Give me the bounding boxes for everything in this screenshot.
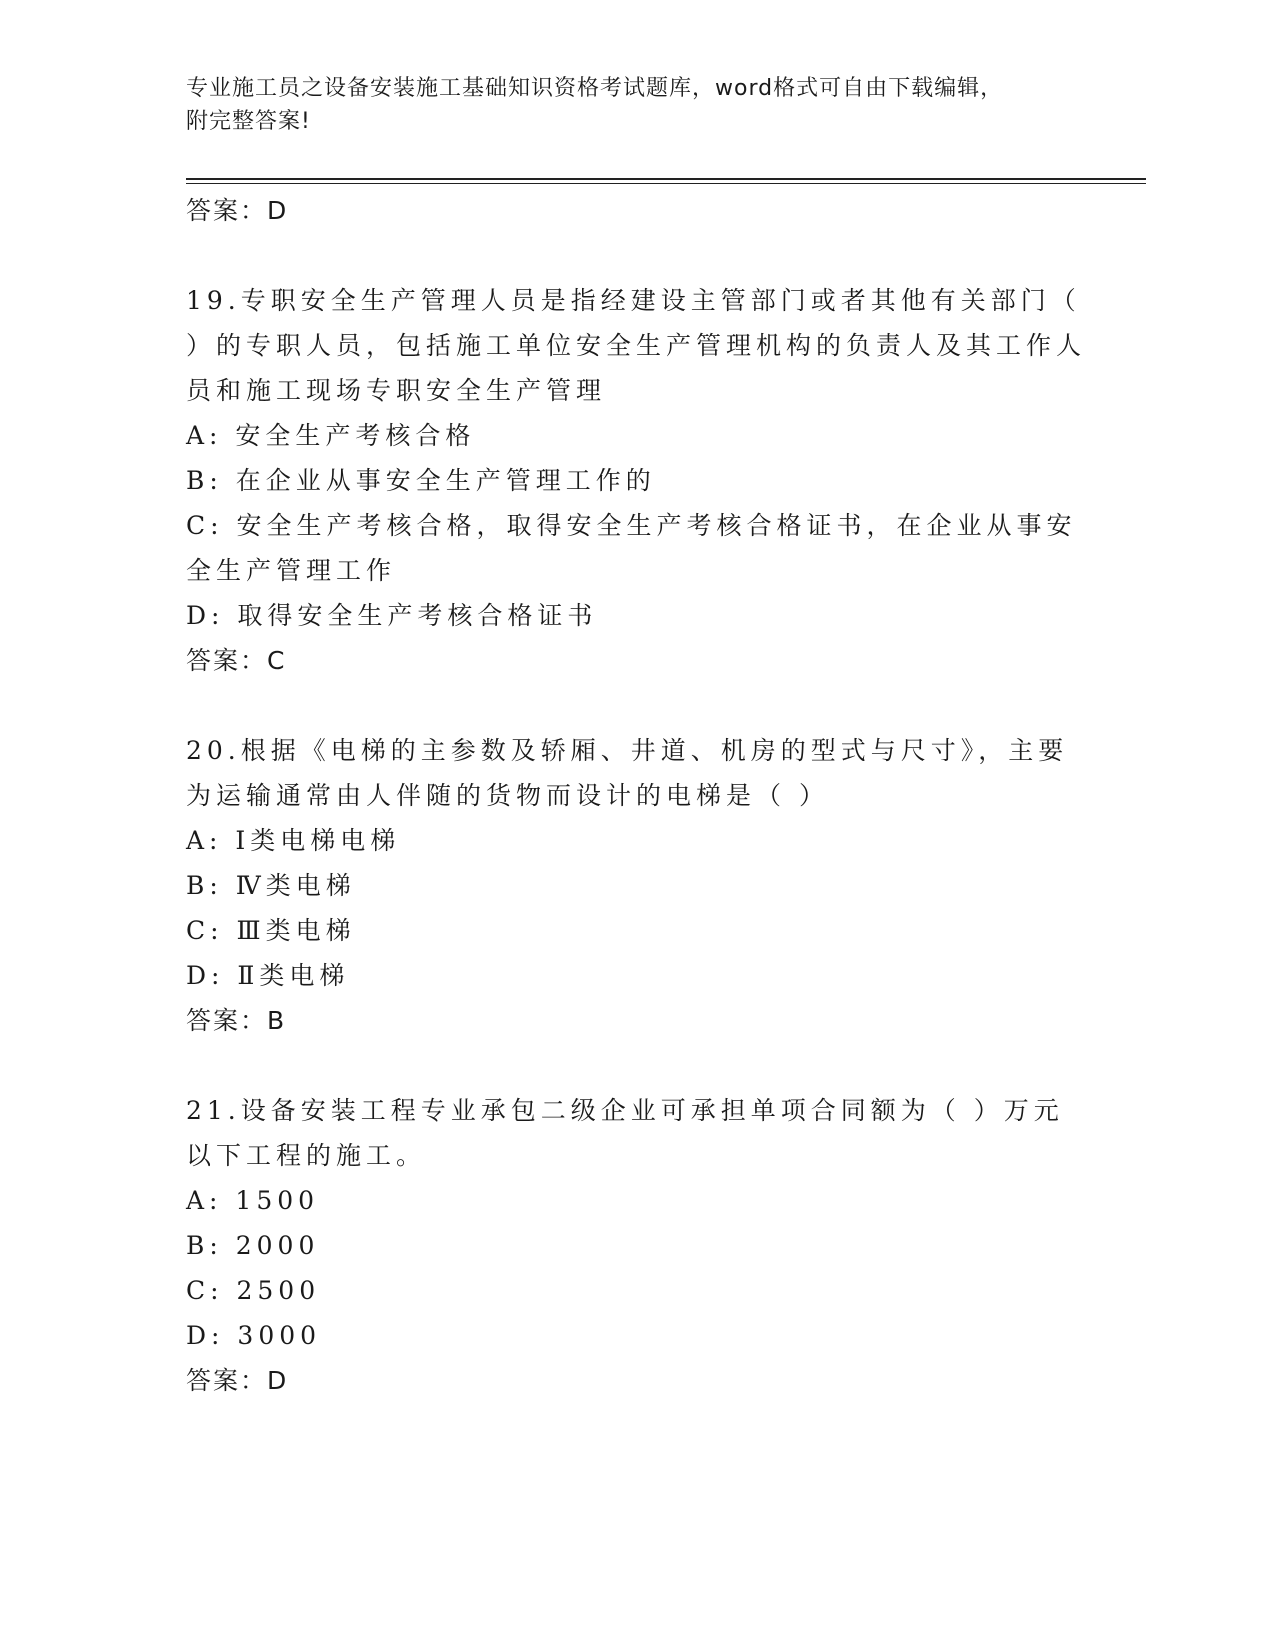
option-a: A: 1500: [186, 1186, 320, 1215]
question-19: [186, 278, 1086, 683]
option-b: B: 在企业从事安全生产管理工作的: [186, 466, 656, 495]
header-line-1: 专业施工员之设备安装施工基础知识资格考试题库，word格式可自由下载编辑，: [186, 76, 1004, 101]
option-a: A: Ⅰ类电梯电梯: [186, 826, 401, 855]
option-c: C: 安全生产考核合格，取得安全生产考核合格证书，在企业从事安全生产管理工作: [186, 511, 1077, 585]
previous-answer: 答案：D: [186, 196, 289, 225]
option-b: B: Ⅳ类电梯: [186, 871, 356, 900]
document-body: [186, 188, 1086, 1403]
answer: 答案：B: [186, 1006, 287, 1035]
question-21: [186, 1088, 1086, 1403]
header-divider: [186, 178, 1146, 184]
option-c: C: Ⅲ类电梯: [186, 916, 356, 945]
page-header: [186, 72, 1086, 138]
answer: 答案：C: [186, 646, 287, 675]
option-d: D: 取得安全生产考核合格证书: [186, 601, 598, 630]
header-line-2: 附完整答案!: [186, 109, 311, 134]
answer: 答案：D: [186, 1366, 289, 1395]
question-text: 19.专职安全生产管理人员是指经建设主管部门或者其他有关部门（ ）的专职人员，包括施工单位安全生产管理机构的负责人及其工作人员和施工现场专职安全生产管理: [186, 286, 1087, 405]
question-text: 20.根据《电梯的主参数及轿厢、井道、机房的型式与尺寸》，主要为运输通常由人伴随的货物而设计的电梯是（ ）: [186, 736, 1069, 810]
option-c: C: 2500: [186, 1276, 321, 1305]
option-b: B: 2000: [186, 1231, 320, 1260]
option-d: D: Ⅱ类电梯: [186, 961, 350, 990]
question-text: 21.设备安装工程专业承包二级企业可承担单项合同额为（ ）万元以下工程的施工。: [186, 1096, 1064, 1170]
option-a: A: 安全生产考核合格: [186, 421, 476, 450]
question-20: [186, 728, 1086, 1043]
option-d: D: 3000: [186, 1321, 322, 1350]
